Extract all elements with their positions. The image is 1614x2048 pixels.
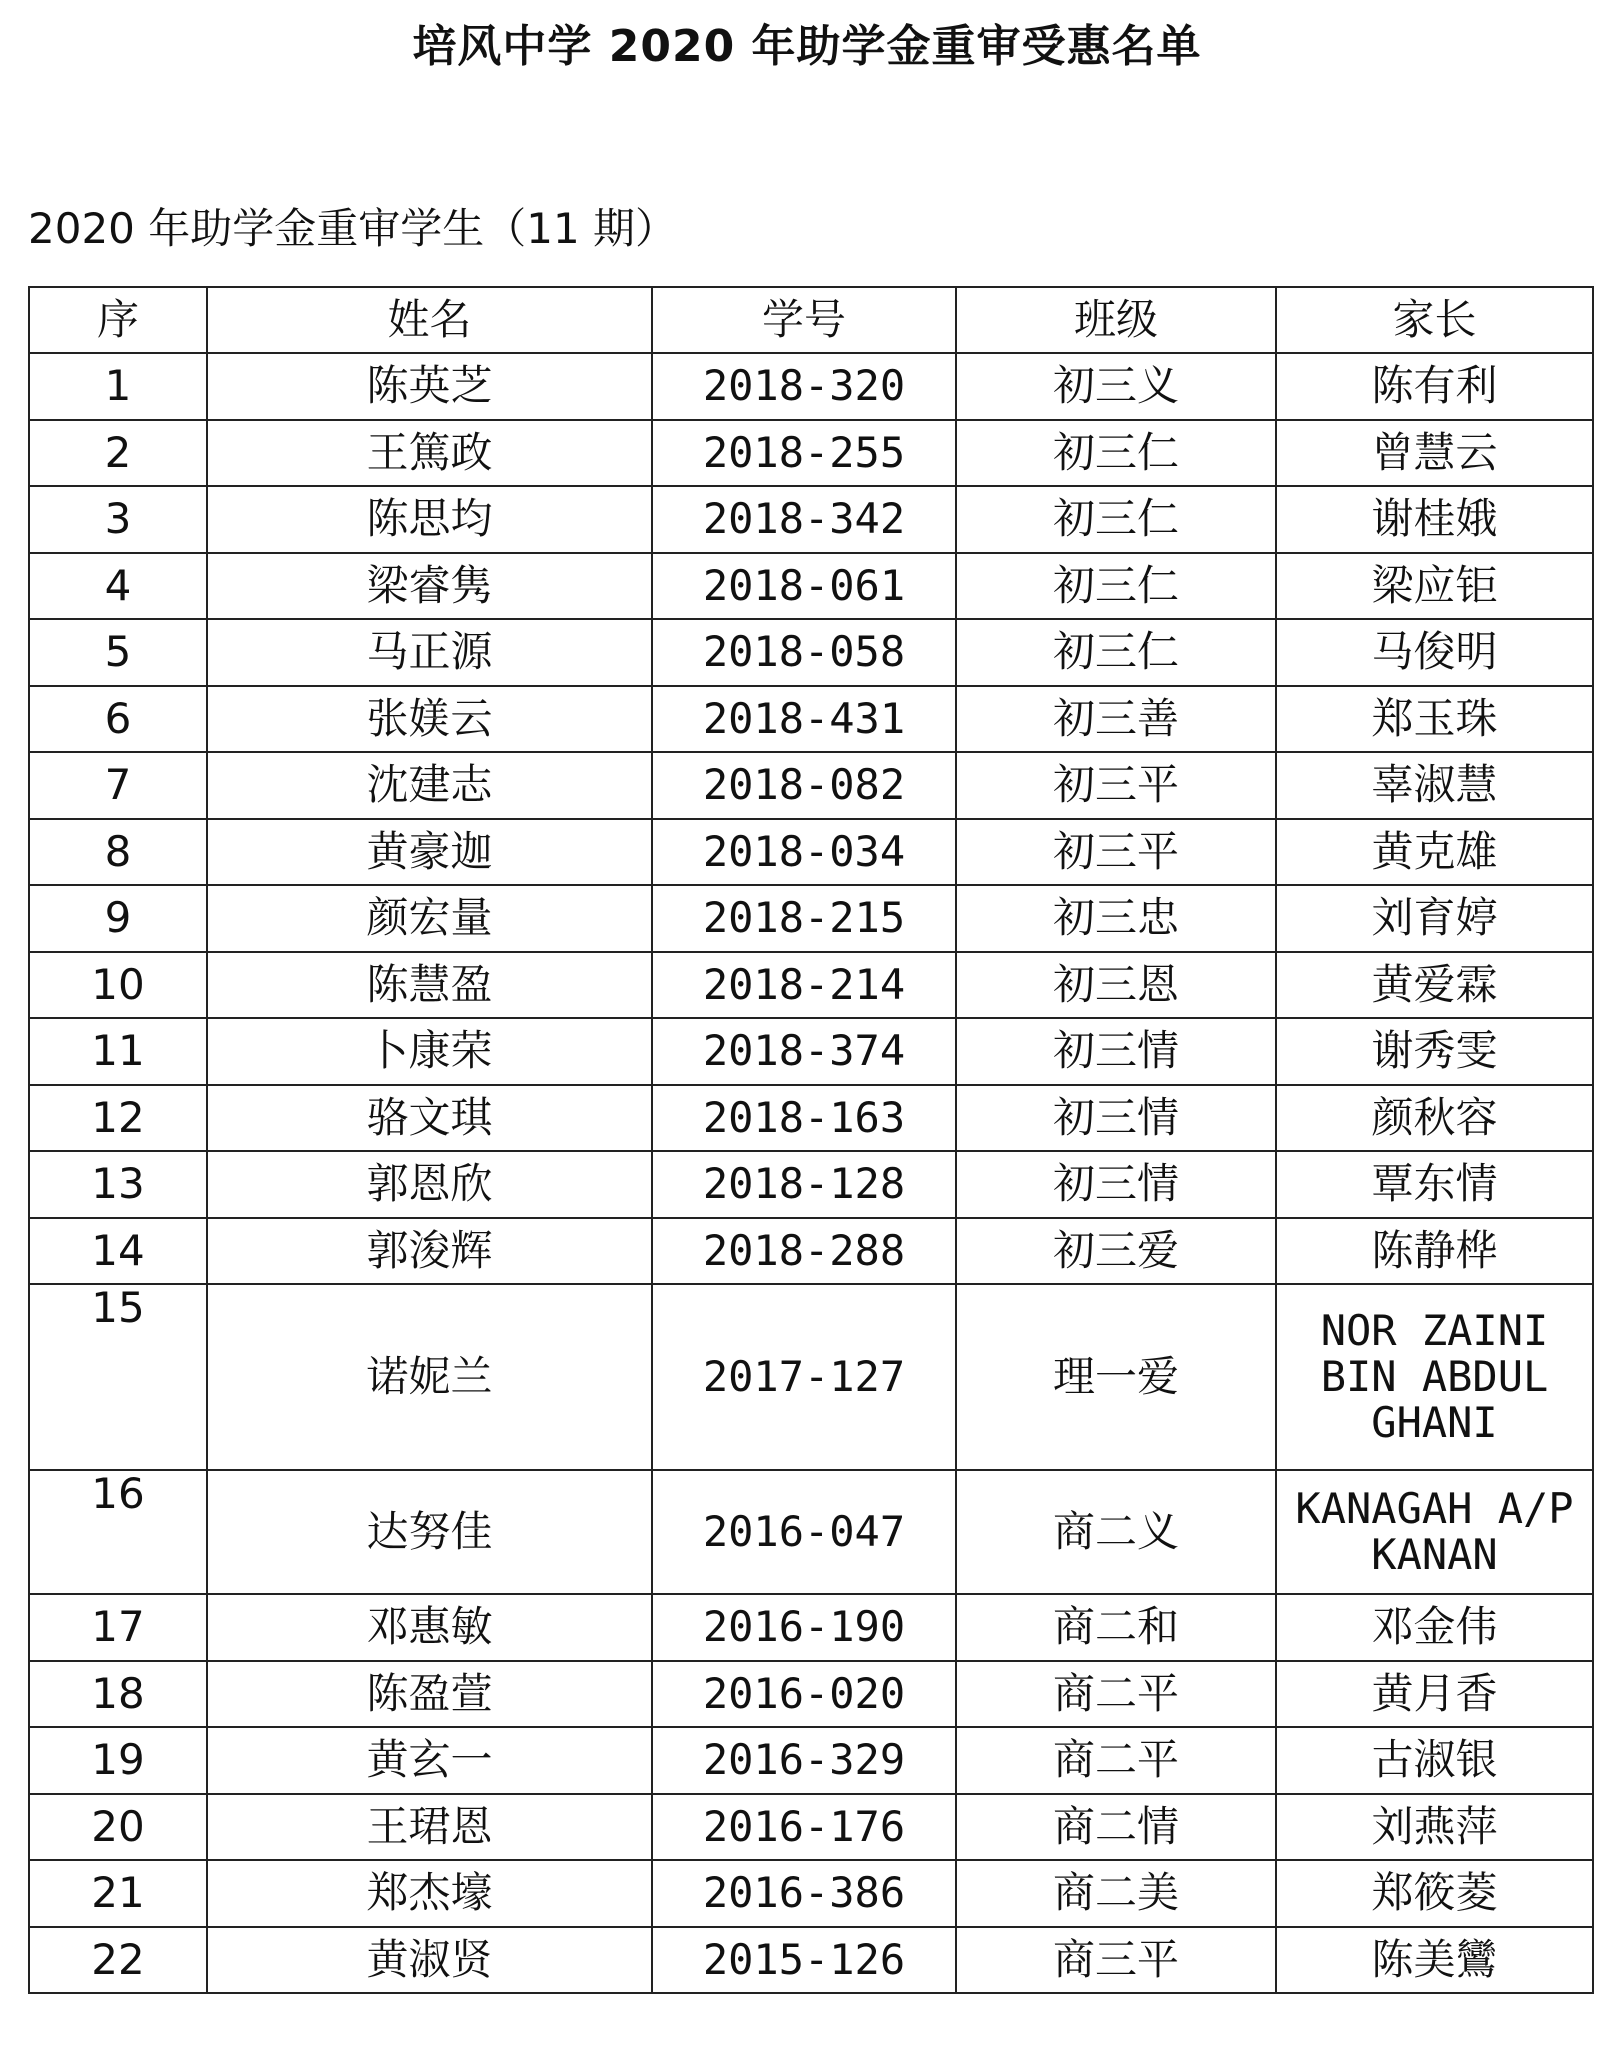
cell-class: 初三平 xyxy=(956,752,1276,819)
cell-student-id: 2018-061 xyxy=(652,553,956,620)
cell-parent: 谢秀雯 xyxy=(1276,1018,1593,1085)
cell-class: 初三善 xyxy=(956,686,1276,753)
cell-student-id: 2018-255 xyxy=(652,420,956,487)
cell-name: 黄豪迦 xyxy=(207,819,652,886)
cell-class: 初三忠 xyxy=(956,885,1276,952)
cell-student-id: 2017-127 xyxy=(652,1284,956,1470)
cell-parent: 邓金伟 xyxy=(1276,1594,1593,1661)
cell-student-id: 2016-329 xyxy=(652,1727,956,1794)
cell-class: 初三仁 xyxy=(956,619,1276,686)
table-row xyxy=(29,1727,1593,1794)
header-name: 姓名 xyxy=(207,287,652,353)
cell-name: 陈盈萱 xyxy=(207,1661,652,1728)
table-row xyxy=(29,686,1593,753)
header-seq: 序 xyxy=(29,287,207,353)
cell-name: 王篤政 xyxy=(207,420,652,487)
table-row xyxy=(29,353,1593,420)
cell-student-id: 2018-214 xyxy=(652,952,956,1019)
cell-student-id: 2016-047 xyxy=(652,1470,956,1594)
cell-seq: 4 xyxy=(29,553,207,620)
cell-parent: 刘育婷 xyxy=(1276,885,1593,952)
cell-parent: 郑玉珠 xyxy=(1276,686,1593,753)
list-subtitle: 2020 年助学金重审学生（11 期） xyxy=(28,204,678,253)
cell-name: 王珺恩 xyxy=(207,1794,652,1861)
parent-name-line: NOR ZAINI xyxy=(1320,1305,1549,1355)
cell-seq: 18 xyxy=(29,1661,207,1728)
cell-seq: 22 xyxy=(29,1927,207,1994)
cell-class: 商二平 xyxy=(956,1727,1276,1794)
cell-name: 陈思均 xyxy=(207,486,652,553)
table-row xyxy=(29,1661,1593,1728)
cell-name: 诺妮兰 xyxy=(207,1284,652,1470)
cell-name: 卜康荣 xyxy=(207,1018,652,1085)
table-row xyxy=(29,1284,1593,1470)
cell-parent: 黄月香 xyxy=(1276,1661,1593,1728)
cell-student-id: 2018-320 xyxy=(652,353,956,420)
document-title: 培风中学 2020 年助学金重审受惠名单 xyxy=(412,21,1202,72)
cell-student-id: 2016-190 xyxy=(652,1594,956,1661)
header-parent: 家长 xyxy=(1276,287,1593,353)
cell-name: 郭浚辉 xyxy=(207,1218,652,1285)
table-row xyxy=(29,486,1593,553)
cell-seq: 6 xyxy=(29,686,207,753)
cell-name: 陈英芝 xyxy=(207,353,652,420)
table-row xyxy=(29,1860,1593,1927)
table-row xyxy=(29,1218,1593,1285)
cell-class: 初三平 xyxy=(956,819,1276,886)
cell-class: 商二美 xyxy=(956,1860,1276,1927)
cell-student-id: 2018-128 xyxy=(652,1151,956,1218)
cell-class: 初三爱 xyxy=(956,1218,1276,1285)
cell-student-id: 2018-342 xyxy=(652,486,956,553)
cell-parent: 黄克雄 xyxy=(1276,819,1593,886)
table-row xyxy=(29,619,1593,686)
cell-name: 马正源 xyxy=(207,619,652,686)
cell-parent: 辜淑慧 xyxy=(1276,752,1593,819)
cell-class: 商二情 xyxy=(956,1794,1276,1861)
cell-parent: 梁应钜 xyxy=(1276,553,1593,620)
table-row xyxy=(29,420,1593,487)
cell-seq: 20 xyxy=(29,1794,207,1861)
cell-parent: 陈美鸞 xyxy=(1276,1927,1593,1994)
cell-parent: 陈静桦 xyxy=(1276,1218,1593,1285)
table-header-row xyxy=(29,287,1593,353)
cell-seq: 1 xyxy=(29,353,207,420)
table-row xyxy=(29,1151,1593,1218)
table-row xyxy=(29,1470,1593,1594)
cell-seq: 17 xyxy=(29,1594,207,1661)
cell-name: 黄玄一 xyxy=(207,1727,652,1794)
cell-name: 郭恩欣 xyxy=(207,1151,652,1218)
cell-student-id: 2016-020 xyxy=(652,1661,956,1728)
cell-name: 邓惠敏 xyxy=(207,1594,652,1661)
cell-name: 沈建志 xyxy=(207,752,652,819)
header-student-id: 学号 xyxy=(652,287,956,353)
parent-name-line: BIN ABDUL xyxy=(1320,1351,1549,1401)
cell-seq: 8 xyxy=(29,819,207,886)
cell-student-id: 2018-431 xyxy=(652,686,956,753)
cell-class: 初三情 xyxy=(956,1018,1276,1085)
cell-seq: 10 xyxy=(29,952,207,1019)
cell-class: 初三情 xyxy=(956,1151,1276,1218)
cell-name: 梁睿隽 xyxy=(207,553,652,620)
cell-student-id: 2018-215 xyxy=(652,885,956,952)
cell-class: 商二义 xyxy=(956,1470,1276,1594)
cell-parent xyxy=(1276,1284,1593,1470)
table-row xyxy=(29,1018,1593,1085)
parent-name-line: KANAGAH A/P xyxy=(1295,1483,1574,1533)
cell-seq: 11 xyxy=(29,1018,207,1085)
table-row xyxy=(29,819,1593,886)
cell-parent: 马俊明 xyxy=(1276,619,1593,686)
cell-class: 理一爱 xyxy=(956,1284,1276,1470)
cell-class: 初三义 xyxy=(956,353,1276,420)
cell-student-id: 2016-386 xyxy=(652,1860,956,1927)
cell-seq: 2 xyxy=(29,420,207,487)
cell-name: 黄淑贤 xyxy=(207,1927,652,1994)
cell-seq: 3 xyxy=(29,486,207,553)
cell-parent: 刘燕萍 xyxy=(1276,1794,1593,1861)
cell-parent: 谢桂娥 xyxy=(1276,486,1593,553)
cell-student-id: 2018-288 xyxy=(652,1218,956,1285)
cell-student-id: 2018-374 xyxy=(652,1018,956,1085)
cell-seq: 9 xyxy=(29,885,207,952)
parent-name-line: KANAN xyxy=(1371,1530,1498,1579)
table-row xyxy=(29,752,1593,819)
parent-name-line: GHANI xyxy=(1371,1398,1498,1448)
table-row xyxy=(29,553,1593,620)
cell-student-id: 2015-126 xyxy=(652,1927,956,1994)
table-row xyxy=(29,1794,1593,1861)
cell-parent: 黄爱霖 xyxy=(1276,952,1593,1019)
cell-seq: 7 xyxy=(29,752,207,819)
cell-class: 初三情 xyxy=(956,1085,1276,1152)
cell-seq: 12 xyxy=(29,1085,207,1152)
cell-seq: 16 xyxy=(29,1470,207,1594)
header-class: 班级 xyxy=(956,287,1276,353)
table-row xyxy=(29,952,1593,1019)
cell-name: 颜宏量 xyxy=(207,885,652,952)
cell-seq: 5 xyxy=(29,619,207,686)
cell-student-id: 2018-163 xyxy=(652,1085,956,1152)
cell-parent: 覃东情 xyxy=(1276,1151,1593,1218)
cell-seq: 19 xyxy=(29,1727,207,1794)
cell-parent xyxy=(1276,1470,1593,1594)
cell-seq: 14 xyxy=(29,1218,207,1285)
table-row xyxy=(29,1594,1593,1661)
cell-class: 初三仁 xyxy=(956,553,1276,620)
cell-name: 张媄云 xyxy=(207,686,652,753)
cell-student-id: 2018-082 xyxy=(652,752,956,819)
cell-seq: 21 xyxy=(29,1860,207,1927)
cell-parent: 颜秋容 xyxy=(1276,1085,1593,1152)
cell-student-id: 2018-034 xyxy=(652,819,956,886)
cell-student-id: 2018-058 xyxy=(652,619,956,686)
cell-name: 达努佳 xyxy=(207,1470,652,1594)
cell-class: 商二和 xyxy=(956,1594,1276,1661)
cell-class: 初三恩 xyxy=(956,952,1276,1019)
table-row xyxy=(29,1927,1593,1994)
cell-class: 商三平 xyxy=(956,1927,1276,1994)
table-row xyxy=(29,1085,1593,1152)
cell-seq: 13 xyxy=(29,1151,207,1218)
table-row xyxy=(29,885,1593,952)
cell-seq: 15 xyxy=(29,1284,207,1470)
cell-name: 骆文琪 xyxy=(207,1085,652,1152)
recipient-table xyxy=(28,286,1594,1994)
cell-parent: 陈有利 xyxy=(1276,353,1593,420)
cell-name: 陈慧盈 xyxy=(207,952,652,1019)
cell-parent: 古淑银 xyxy=(1276,1727,1593,1794)
cell-class: 初三仁 xyxy=(956,486,1276,553)
cell-parent: 郑筱菱 xyxy=(1276,1860,1593,1927)
cell-name: 郑杰壕 xyxy=(207,1860,652,1927)
cell-class: 商二平 xyxy=(956,1661,1276,1728)
cell-parent: 曾慧云 xyxy=(1276,420,1593,487)
cell-student-id: 2016-176 xyxy=(652,1794,956,1861)
cell-class: 初三仁 xyxy=(956,420,1276,487)
